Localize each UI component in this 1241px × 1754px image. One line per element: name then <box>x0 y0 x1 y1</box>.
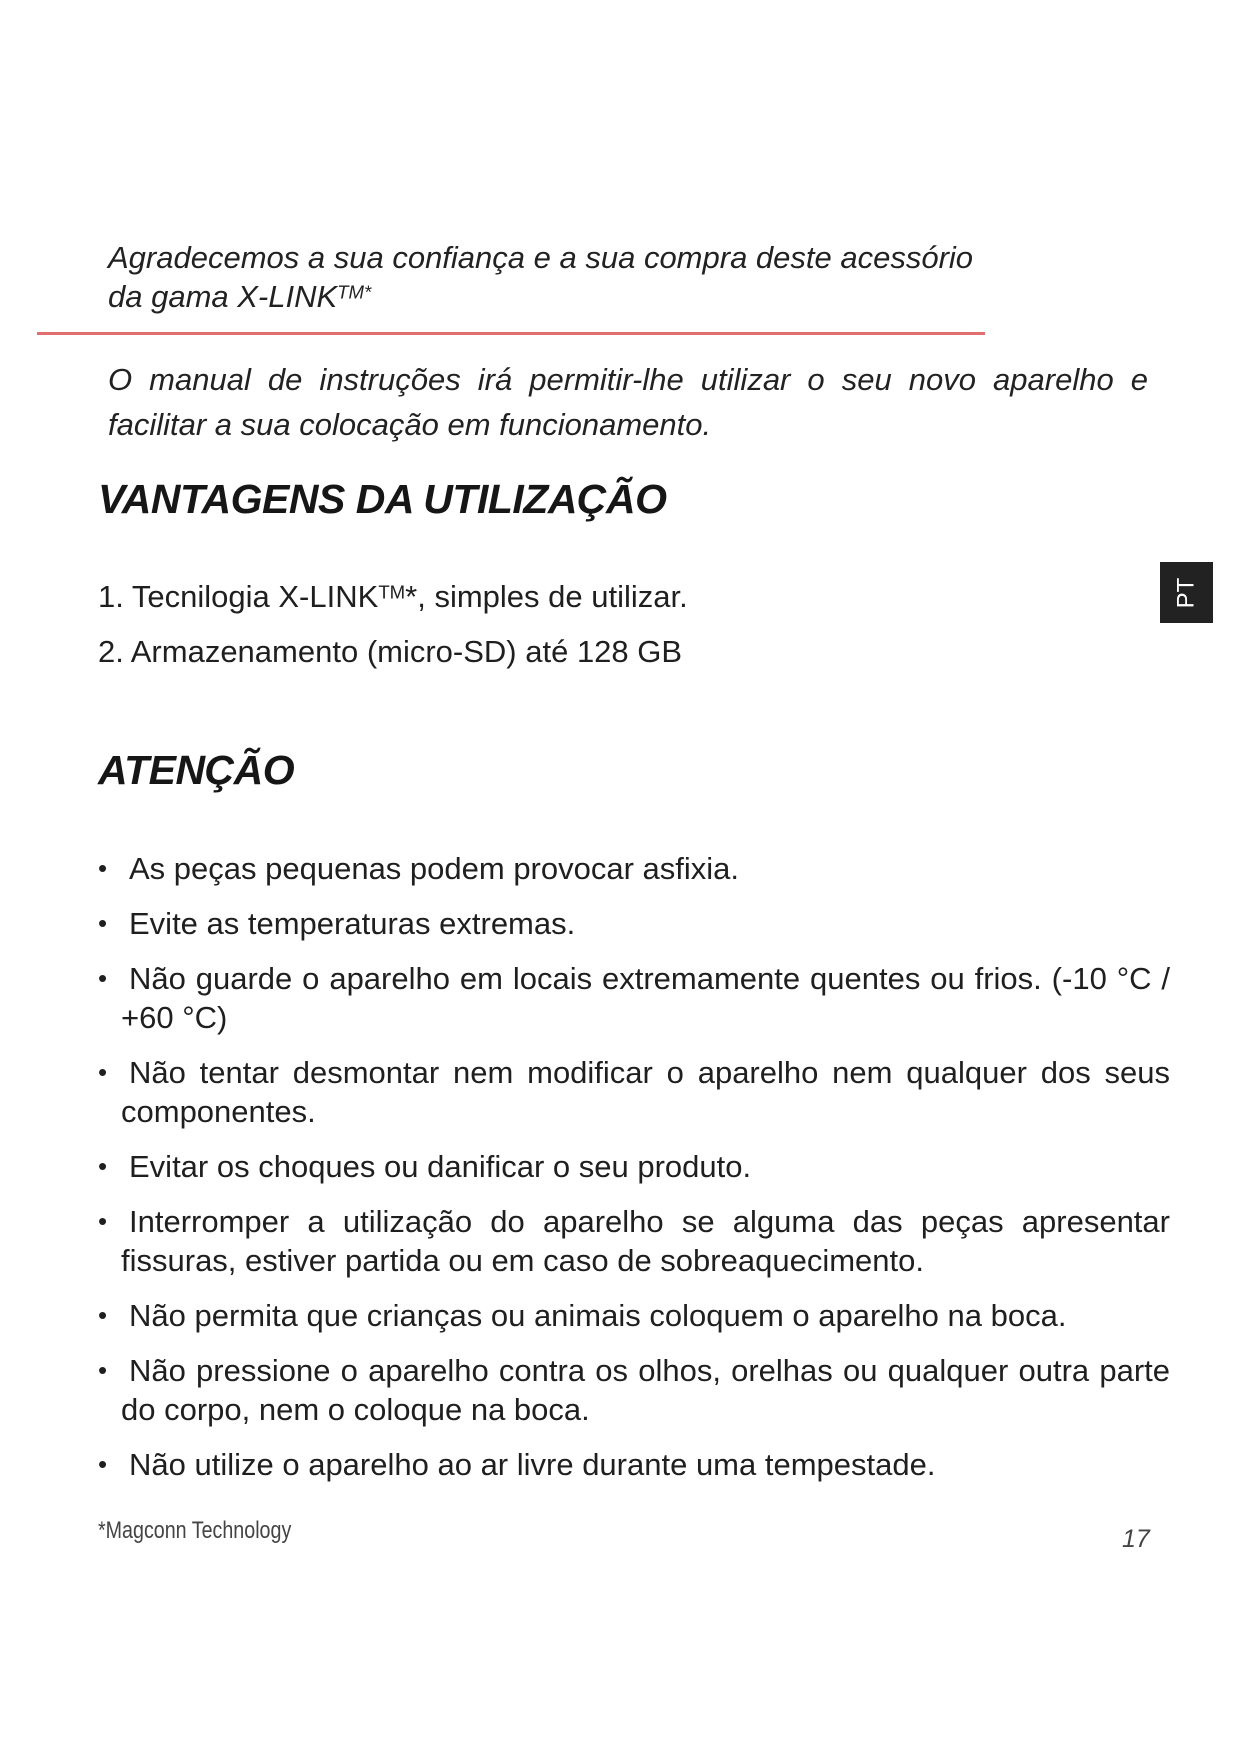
advantage-item: 2. Armazenamento (micro-SD) até 128 GB <box>98 634 683 669</box>
attention-item <box>98 1147 1170 1186</box>
attention-item <box>98 1445 1170 1484</box>
bullet-icon: • <box>98 1355 108 1385</box>
bullet-icon: • <box>98 853 108 883</box>
attention-item-text: Interromper a utilização do aparelho se alguma das peças apresentar fissuras, estiver partida ou em caso de sobreaquecimento. <box>121 1204 1170 1278</box>
attention-item-text: Não permita que crianças ou animais coloquem o aparelho na boca. <box>129 1298 1067 1333</box>
language-tab-label: PT <box>1172 577 1200 608</box>
attention-item-text: Não tentar desmontar nem modificar o aparelho nem qualquer dos seus componentes. <box>121 1055 1170 1129</box>
intro-text <box>108 238 1008 316</box>
bullet-icon: • <box>98 908 108 938</box>
bullet-icon: • <box>98 1449 108 1479</box>
attention-item <box>98 1202 1170 1280</box>
intro-line-2 <box>108 277 1008 316</box>
trademark-mark: TM* <box>337 281 372 303</box>
attention-item-text: Não pressione o aparelho contra os olhos, orelhas ou qualquer outra parte do corpo, nem o coloque na boca. <box>121 1353 1170 1427</box>
attention-item <box>98 1296 1170 1335</box>
attention-item <box>98 1053 1170 1131</box>
attention-item-text: Não utilize o aparelho ao ar livre durante uma tempestade. <box>129 1447 936 1482</box>
bullet-icon: • <box>98 1206 108 1236</box>
intro-line-2-text: da gama X-LINK <box>108 279 338 314</box>
advantage-item <box>98 574 688 629</box>
bullet-icon: • <box>98 963 108 993</box>
bullet-icon: • <box>98 1300 108 1330</box>
attention-list <box>98 849 1170 1500</box>
language-tab <box>1160 562 1213 623</box>
attention-item-text: As peças pequenas podem provocar asfixia. <box>129 851 740 886</box>
footnote: *Magconn Technology <box>98 1517 292 1544</box>
attention-item <box>98 1351 1170 1429</box>
manual-intro-paragraph: O manual de instruções irá permitir-lhe utilizar o seu novo aparelho e facilitar a sua colocação em funcionamento. <box>108 362 1148 442</box>
advantages-list <box>98 574 688 684</box>
attention-item <box>98 959 1170 1037</box>
attention-heading: ATENÇÃO <box>98 747 295 793</box>
advantage-item-1-text: 1. Tecnilogia X-LINK <box>98 579 379 614</box>
page-number: 17 <box>1122 1525 1150 1553</box>
red-divider <box>37 332 985 335</box>
advantage-item-1-suffix: *, simples de utilizar. <box>405 579 688 614</box>
intro-line-1: Agradecemos a sua confiança e a sua compra deste acessório <box>108 240 974 275</box>
bullet-icon: • <box>98 1151 108 1181</box>
attention-item-text: Evitar os choques ou danificar o seu produto. <box>129 1149 752 1184</box>
attention-item <box>98 849 1170 888</box>
trademark-mark: TM <box>378 581 406 603</box>
attention-item-text: Evite as temperaturas extremas. <box>129 906 576 941</box>
advantages-heading: VANTAGENS DA UTILIZAÇÃO <box>98 476 667 522</box>
attention-item <box>98 904 1170 943</box>
attention-item-text: Não guarde o aparelho em locais extremamente quentes ou frios. (-10 °C / +60 °C) <box>121 961 1170 1035</box>
bullet-icon: • <box>98 1057 108 1087</box>
